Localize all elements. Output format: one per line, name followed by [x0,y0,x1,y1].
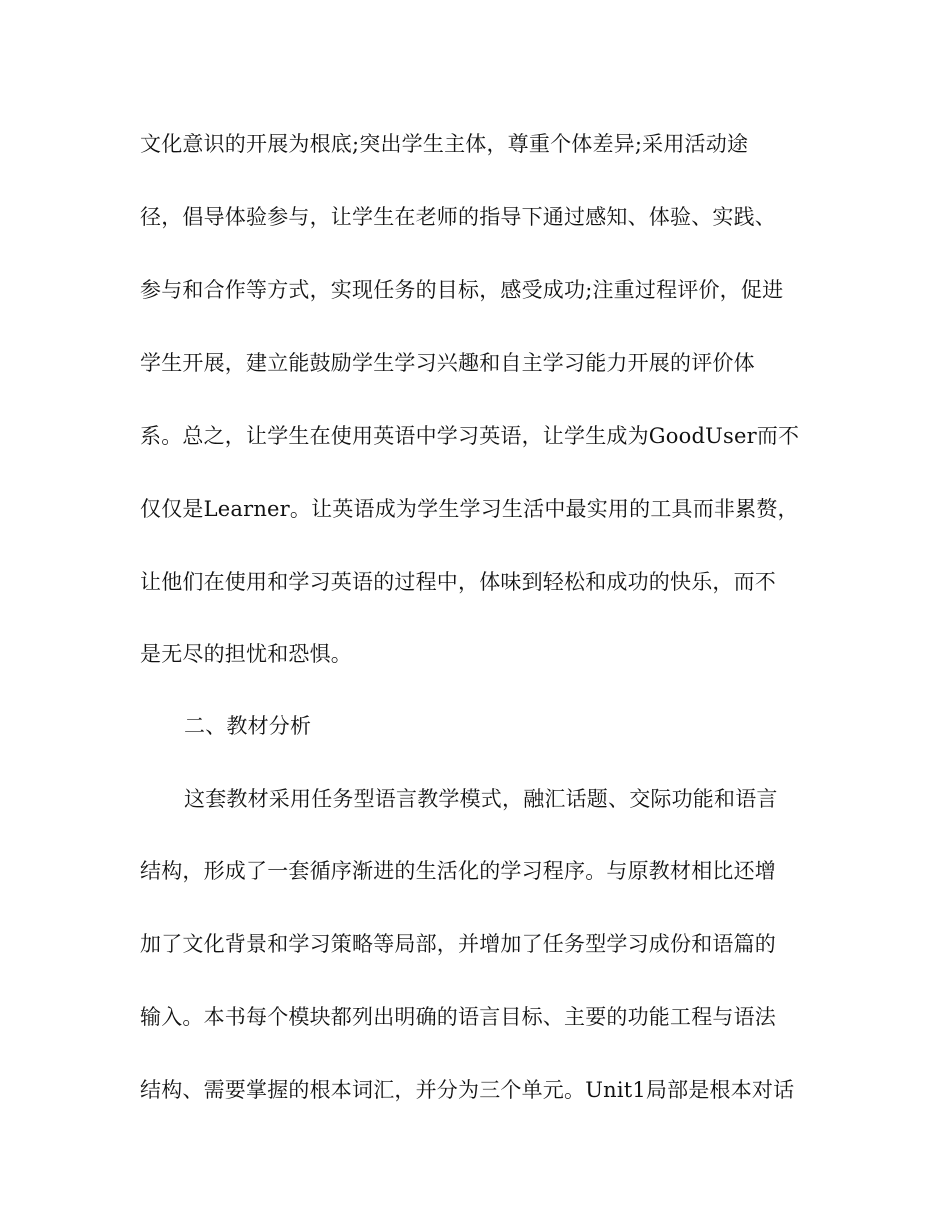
paragraph-line: 系。总之，让学生在使用英语中学习英语，让学生成为GoodUser而不 [140,424,800,448]
paragraph-line: 这套教材采用任务型语言教学模式，融汇话题、交际功能和语言 [184,787,778,811]
paragraph-line: 结构，形成了一套循序渐进的生活化的学习程序。与原教材相比还增 [140,859,776,883]
paragraph-line: 是无尽的担忧和恐惧。 [140,642,352,666]
paragraph-line: 参与和合作等方式，实现任务的目标，感受成功;注重过程评价，促进 [140,278,784,302]
paragraph-line: 加了文化背景和学习策略等局部，并增加了任务型学习成份和语篇的 [140,932,776,956]
paragraph-line: 输入。本书每个模块都列出明确的语言目标、主要的功能工程与语法 [140,1005,776,1029]
paragraph-line: 径，倡导体验参与，让学生在老师的指导下通过感知、体验、实践、 [140,205,776,229]
paragraph-line: 学生开展，建立能鼓励学生学习兴趣和自主学习能力开展的评价体 [140,351,755,375]
paragraph-line: 仅仅是Learner。让英语成为学生学习生活中最实用的工具而非累赘， [140,497,799,521]
paragraph-line: 结构、需要掌握的根本词汇，并分为三个单元。Unit1局部是根本对话 [140,1078,795,1102]
paragraph-line: 文化意识的开展为根底;突出学生主体，尊重个体差异;采用活动途 [140,132,749,156]
section-heading: 二、教材分析 [184,714,312,738]
paragraph-line: 让他们在使用和学习英语的过程中，体味到轻松和成功的快乐，而不 [140,570,776,594]
